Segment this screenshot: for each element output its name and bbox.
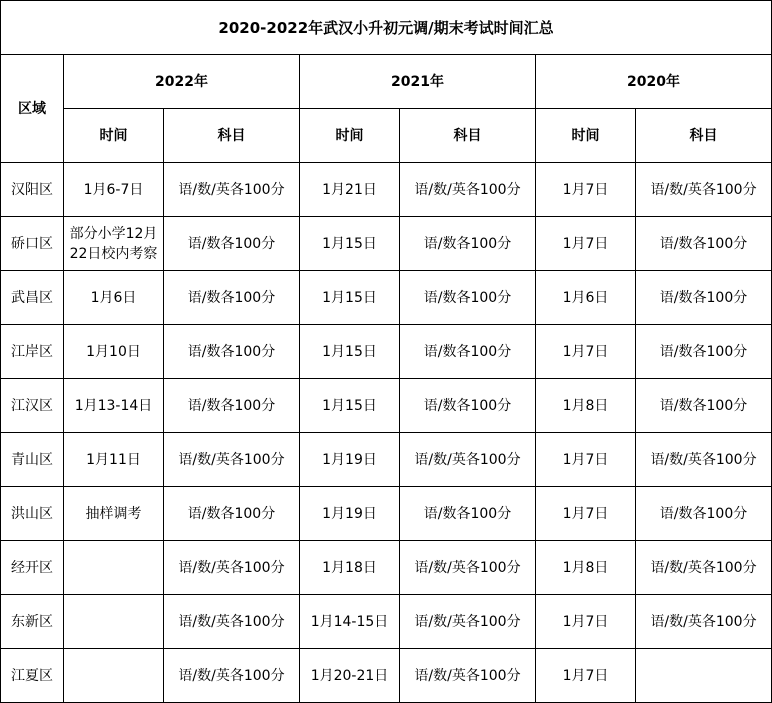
year-header-2021: 2021年 [300,55,536,109]
time-2020-cell: 1月7日 [536,433,636,487]
time-2021-cell: 1月19日 [300,487,400,541]
table-row [1,433,772,487]
table-row [1,379,772,433]
subject-2022-cell: 语/数/英各100分 [164,595,300,649]
subject-2022-cell: 语/数各100分 [164,217,300,271]
region-cell: 青山区 [1,433,64,487]
subject-2022-cell: 语/数/英各100分 [164,163,300,217]
region-cell: 武昌区 [1,271,64,325]
time-2021-cell: 1月15日 [300,271,400,325]
time-2021-cell: 1月19日 [300,433,400,487]
time-2021-cell: 1月14-15日 [300,595,400,649]
table-row [1,217,772,271]
subject-2020-cell [636,649,772,703]
subject-2022-cell: 语/数/英各100分 [164,649,300,703]
time-2020-cell: 1月8日 [536,541,636,595]
table-title: 2020-2022年武汉小升初元调/期末考试时间汇总 [1,1,772,55]
region-cell: 江汉区 [1,379,64,433]
time-2022-cell: 1月6-7日 [64,163,164,217]
table-row [1,271,772,325]
time-2022-cell [64,595,164,649]
time-2022-cell: 部分小学12月22日校内考察 [64,217,164,271]
region-cell: 江岸区 [1,325,64,379]
subject-2020-cell: 语/数各100分 [636,217,772,271]
table-row [1,487,772,541]
region-cell: 江夏区 [1,649,64,703]
time-2022-cell: 1月11日 [64,433,164,487]
time-2022-cell: 1月13-14日 [64,379,164,433]
time-2020-cell: 1月7日 [536,649,636,703]
subject-2021-cell: 语/数/英各100分 [400,433,536,487]
subject-2022-cell: 语/数/英各100分 [164,541,300,595]
subject-2020-cell: 语/数各100分 [636,325,772,379]
subject-header: 科目 [636,109,772,163]
subject-2022-cell: 语/数各100分 [164,487,300,541]
subject-2021-cell: 语/数/英各100分 [400,595,536,649]
subject-2022-cell: 语/数各100分 [164,271,300,325]
subject-2021-cell: 语/数/英各100分 [400,649,536,703]
subject-2020-cell: 语/数/英各100分 [636,541,772,595]
subject-2022-cell: 语/数各100分 [164,325,300,379]
year-header-row [1,55,772,109]
subject-2021-cell: 语/数/英各100分 [400,541,536,595]
time-2020-cell: 1月8日 [536,379,636,433]
time-2020-cell: 1月7日 [536,487,636,541]
subject-2021-cell: 语/数/英各100分 [400,163,536,217]
subject-header: 科目 [164,109,300,163]
subject-2021-cell: 语/数各100分 [400,379,536,433]
subject-2022-cell: 语/数各100分 [164,379,300,433]
subject-2020-cell: 语/数各100分 [636,379,772,433]
region-cell: 洪山区 [1,487,64,541]
table-row [1,649,772,703]
time-2021-cell: 1月15日 [300,217,400,271]
subject-header: 科目 [400,109,536,163]
time-2022-cell: 抽样调考 [64,487,164,541]
subject-2020-cell: 语/数/英各100分 [636,433,772,487]
region-cell: 硚口区 [1,217,64,271]
time-2020-cell: 1月7日 [536,595,636,649]
time-2022-cell [64,649,164,703]
time-2020-cell: 1月7日 [536,325,636,379]
time-2021-cell: 1月20-21日 [300,649,400,703]
year-header-2020: 2020年 [536,55,772,109]
region-header: 区域 [1,55,64,163]
table-row [1,595,772,649]
subject-2022-cell: 语/数/英各100分 [164,433,300,487]
time-2022-cell [64,541,164,595]
subject-2021-cell: 语/数各100分 [400,217,536,271]
table-row [1,163,772,217]
time-header: 时间 [64,109,164,163]
title-row [1,1,772,55]
time-2021-cell: 1月15日 [300,325,400,379]
subject-2021-cell: 语/数各100分 [400,487,536,541]
year-header-2022: 2022年 [64,55,300,109]
time-2020-cell: 1月7日 [536,163,636,217]
subject-2020-cell: 语/数/英各100分 [636,595,772,649]
subject-2020-cell: 语/数各100分 [636,487,772,541]
time-header: 时间 [536,109,636,163]
time-2020-cell: 1月6日 [536,271,636,325]
time-2021-cell: 1月15日 [300,379,400,433]
time-2021-cell: 1月18日 [300,541,400,595]
subject-2021-cell: 语/数各100分 [400,271,536,325]
sub-header-row [1,109,772,163]
table-row [1,541,772,595]
region-cell: 经开区 [1,541,64,595]
subject-2021-cell: 语/数各100分 [400,325,536,379]
subject-2020-cell: 语/数/英各100分 [636,163,772,217]
region-cell: 汉阳区 [1,163,64,217]
region-cell: 东新区 [1,595,64,649]
time-2022-cell: 1月10日 [64,325,164,379]
time-2020-cell: 1月7日 [536,217,636,271]
time-2021-cell: 1月21日 [300,163,400,217]
time-2022-cell: 1月6日 [64,271,164,325]
time-header: 时间 [300,109,400,163]
subject-2020-cell: 语/数各100分 [636,271,772,325]
table-row [1,325,772,379]
